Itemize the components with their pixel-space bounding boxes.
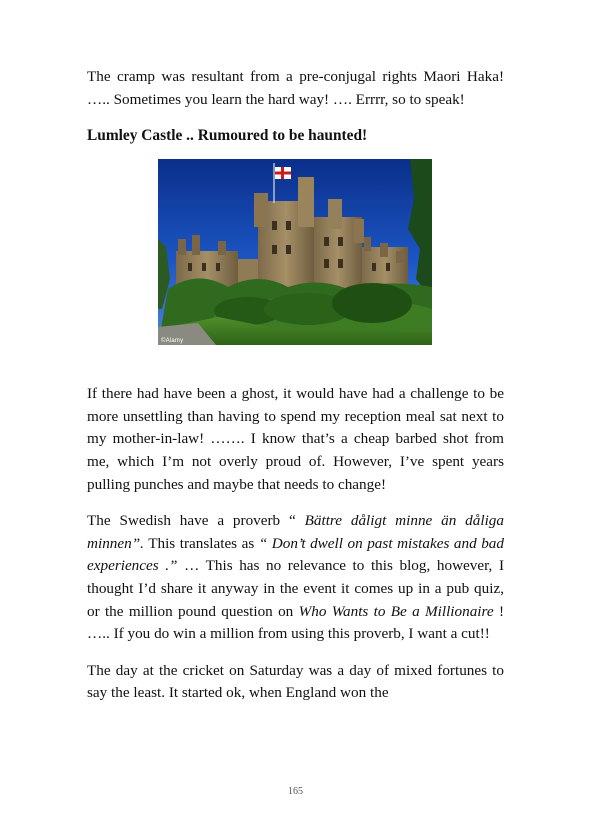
section-heading: Lumley Castle .. Rumoured to be haunted! bbox=[87, 127, 368, 145]
document-page bbox=[87, 66, 504, 705]
proverb-swedish: Bättre dåligt minne än dåliga minnen”. bbox=[87, 512, 504, 552]
paragraph-cricket: The day at the cricket on Saturday was a day of mixed fortunes to say the least. It started ok, when England won the bbox=[87, 661, 504, 702]
proverb-translation: “ Don’t dwell on past mistakes and bad experiences .” bbox=[87, 534, 504, 575]
proverb-commentary: … This has no relevance to this blog, however, I thought I’d share it anyway in the event it comes up in a pub quiz, or the million pound question on bbox=[87, 557, 505, 620]
proverb-closing: ! ….. If you do win a million from using this proverb, I want a cut!! bbox=[87, 602, 504, 643]
paragraph-proverb bbox=[87, 510, 504, 646]
paragraph-cramp: The cramp was resultant from a pre-conjugal rights Maori Haka! ….. Sometimes you learn the hard way! …. Errrr, so to speak! bbox=[87, 68, 504, 108]
proverb-intro: The Swedish have a proverb “ bbox=[87, 512, 305, 530]
proverb-translation-intro: This translates as bbox=[143, 534, 259, 552]
castle-photo bbox=[158, 159, 432, 345]
show-title: Who Wants to Be a Millionaire bbox=[298, 602, 494, 620]
photo-credit: ©Alamy bbox=[161, 338, 184, 345]
page-number: 165 bbox=[288, 786, 303, 797]
paragraph-ghost: If there had have been a ghost, it would have had a challenge to be more unsettling than having to spend my reception meal sat next to my mother-in-law! ……. I know that’s a cheap barbed shot from me, which I’m not overly proud of. However, I’ve spent years pulling punches and maybe that needs to change! bbox=[87, 385, 504, 493]
